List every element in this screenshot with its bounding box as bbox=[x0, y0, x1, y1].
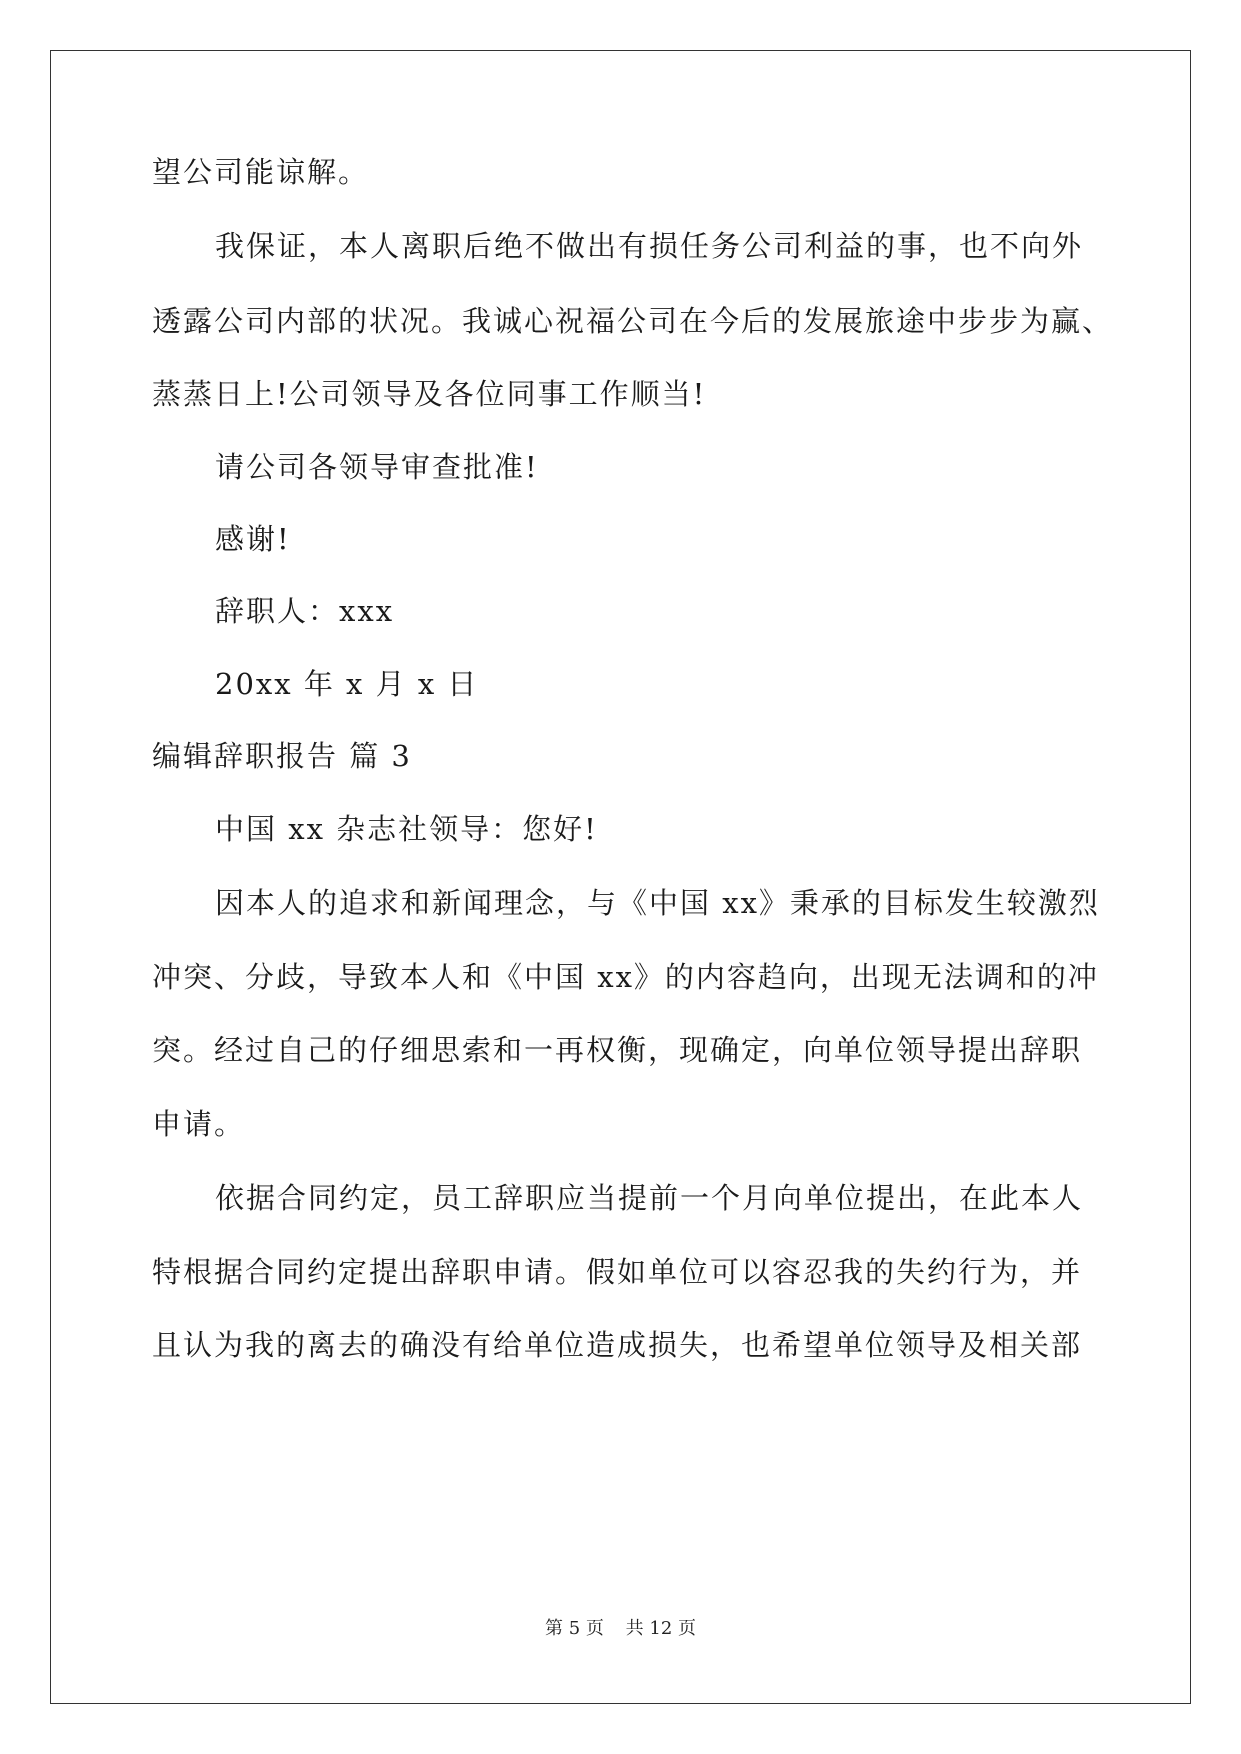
page-footer bbox=[0, 1617, 1241, 1641]
text-line: 特根据合同约定提出辞职申请。假如单位可以容忍我的失约行为，并 bbox=[152, 1255, 1083, 1289]
text-line: 冲突、分歧，导致本人和《中国 xx》的内容趋向，出现无法调和的冲 bbox=[152, 960, 1099, 994]
text-line: 我保证，本人离职后绝不做出有损任务公司利益的事，也不向外 bbox=[215, 229, 1084, 263]
page-number: 第 5 页 bbox=[545, 1618, 604, 1639]
text-line: 望公司能谅解。 bbox=[152, 155, 370, 189]
text-line: 且认为我的离去的确没有给单位造成损失，也希望单位领导及相关部 bbox=[152, 1328, 1083, 1362]
text-line: 申请。 bbox=[152, 1107, 246, 1141]
text-line: 透露公司内部的状况。我诚心祝福公司在今后的发展旅途中步步为赢、 bbox=[152, 304, 1114, 338]
text-line: 蒸蒸日上!公司领导及各位同事工作顺当! bbox=[152, 377, 707, 411]
text-line: 辞职人：xxx bbox=[215, 594, 395, 628]
text-line: 依据合同约定，员工辞职应当提前一个月向单位提出，在此本人 bbox=[215, 1181, 1084, 1215]
text-line: 感谢! bbox=[215, 522, 291, 556]
page-border bbox=[50, 50, 1191, 1704]
page-total: 共 12 页 bbox=[625, 1618, 696, 1639]
text-line: 突。经过自己的仔细思索和一再权衡，现确定，向单位领导提出辞职 bbox=[152, 1033, 1083, 1067]
text-line: 请公司各领导审查批准! bbox=[215, 450, 539, 484]
text-line: 20xx 年 x 月 x 日 bbox=[215, 667, 479, 701]
salutation: 中国 xx 杂志社领导：您好! bbox=[215, 812, 598, 846]
text-line: 因本人的追求和新闻理念，与《中国 xx》秉承的目标发生较激烈 bbox=[215, 886, 1100, 920]
section-heading: 编辑辞职报告 篇 3 bbox=[152, 739, 412, 773]
